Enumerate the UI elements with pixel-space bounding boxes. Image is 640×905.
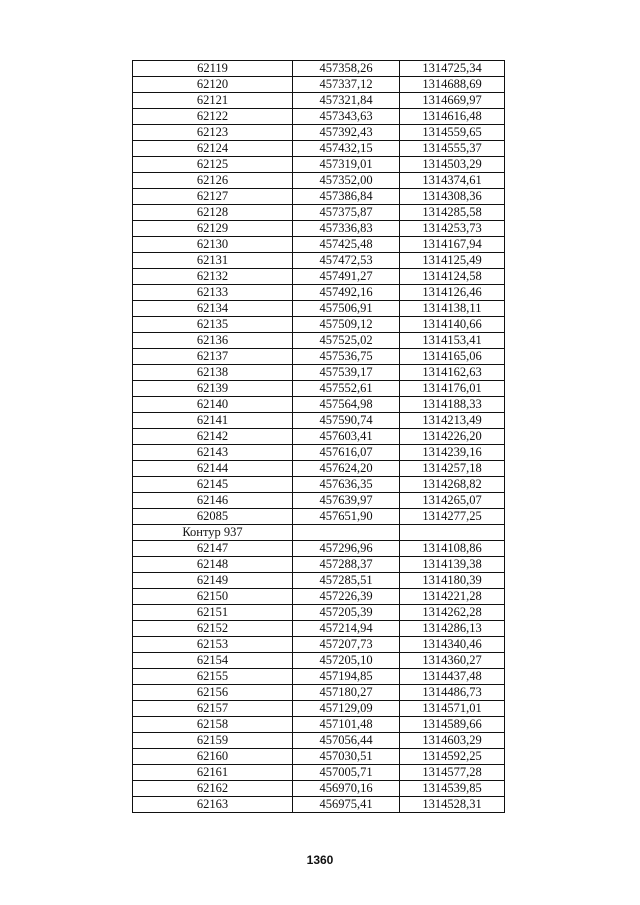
table-row: [133, 493, 505, 509]
table-row: [133, 557, 505, 573]
y-coordinate-cell: 1314221,28: [400, 589, 505, 605]
table-row: [133, 397, 505, 413]
x-coordinate-cell: 456975,41: [293, 797, 400, 813]
table-row: [133, 189, 505, 205]
table-row: [133, 269, 505, 285]
y-coordinate-cell: 1314555,37: [400, 141, 505, 157]
x-coordinate-cell: 457030,51: [293, 749, 400, 765]
table-row: [133, 445, 505, 461]
point-id-cell: 62162: [133, 781, 293, 797]
table-row: [133, 157, 505, 173]
y-coordinate-cell: 1314616,48: [400, 109, 505, 125]
y-coordinate-cell: 1314725,34: [400, 61, 505, 77]
y-coordinate-cell: 1314226,20: [400, 429, 505, 445]
x-coordinate-cell: 457392,43: [293, 125, 400, 141]
point-id-cell: 62146: [133, 493, 293, 509]
x-coordinate-cell: 457590,74: [293, 413, 400, 429]
table-row: [133, 237, 505, 253]
table-row: [133, 125, 505, 141]
x-coordinate-cell: 457539,17: [293, 365, 400, 381]
x-coordinate-cell: 457425,48: [293, 237, 400, 253]
table-row: [133, 621, 505, 637]
y-coordinate-cell: 1314539,85: [400, 781, 505, 797]
table-row: [133, 221, 505, 237]
point-id-cell: 62161: [133, 765, 293, 781]
y-coordinate-cell: 1314262,28: [400, 605, 505, 621]
table-row: [133, 733, 505, 749]
y-coordinate-cell: 1314437,48: [400, 669, 505, 685]
x-coordinate-cell: 457492,16: [293, 285, 400, 301]
table-row: [133, 285, 505, 301]
point-id-cell: 62156: [133, 685, 293, 701]
table-row: [133, 365, 505, 381]
table-row: [133, 253, 505, 269]
x-coordinate-cell: 457285,51: [293, 573, 400, 589]
empty-cell: [293, 525, 400, 541]
y-coordinate-cell: 1314669,97: [400, 93, 505, 109]
y-coordinate-cell: 1314286,13: [400, 621, 505, 637]
y-coordinate-cell: 1314139,38: [400, 557, 505, 573]
y-coordinate-cell: 1314503,29: [400, 157, 505, 173]
point-id-cell: 62122: [133, 109, 293, 125]
point-id-cell: 62130: [133, 237, 293, 253]
y-coordinate-cell: 1314486,73: [400, 685, 505, 701]
table-row: [133, 429, 505, 445]
point-id-cell: 62144: [133, 461, 293, 477]
y-coordinate-cell: 1314592,25: [400, 749, 505, 765]
y-coordinate-cell: 1314162,63: [400, 365, 505, 381]
x-coordinate-cell: 457129,09: [293, 701, 400, 717]
section-header-row: [133, 525, 505, 541]
x-coordinate-cell: 457375,87: [293, 205, 400, 221]
page-number: 1360: [306, 853, 334, 867]
table-row: [133, 61, 505, 77]
table-row: [133, 749, 505, 765]
table-row: [133, 509, 505, 525]
point-id-cell: 62160: [133, 749, 293, 765]
table-row: [133, 589, 505, 605]
x-coordinate-cell: 457319,01: [293, 157, 400, 173]
x-coordinate-cell: 457288,37: [293, 557, 400, 573]
y-coordinate-cell: 1314124,58: [400, 269, 505, 285]
coordinates-table-body: [133, 61, 505, 813]
table-row: [133, 797, 505, 813]
table-row: [133, 349, 505, 365]
x-coordinate-cell: 457636,35: [293, 477, 400, 493]
y-coordinate-cell: 1314285,58: [400, 205, 505, 221]
y-coordinate-cell: 1314138,11: [400, 301, 505, 317]
table-row: [133, 109, 505, 125]
y-coordinate-cell: 1314688,69: [400, 77, 505, 93]
x-coordinate-cell: 457207,73: [293, 637, 400, 653]
y-coordinate-cell: 1314277,25: [400, 509, 505, 525]
y-coordinate-cell: 1314528,31: [400, 797, 505, 813]
point-id-cell: 62163: [133, 797, 293, 813]
point-id-cell: 62159: [133, 733, 293, 749]
point-id-cell: 62125: [133, 157, 293, 173]
y-coordinate-cell: 1314213,49: [400, 413, 505, 429]
coordinates-table: [132, 60, 505, 813]
y-coordinate-cell: 1314165,06: [400, 349, 505, 365]
table-row: [133, 461, 505, 477]
x-coordinate-cell: 457525,02: [293, 333, 400, 349]
y-coordinate-cell: 1314577,28: [400, 765, 505, 781]
table-row: [133, 301, 505, 317]
point-id-cell: 62129: [133, 221, 293, 237]
x-coordinate-cell: 457506,91: [293, 301, 400, 317]
x-coordinate-cell: 457321,84: [293, 93, 400, 109]
x-coordinate-cell: 457226,39: [293, 589, 400, 605]
y-coordinate-cell: 1314180,39: [400, 573, 505, 589]
point-id-cell: 62153: [133, 637, 293, 653]
point-id-cell: 62126: [133, 173, 293, 189]
table-row: [133, 141, 505, 157]
point-id-cell: 62149: [133, 573, 293, 589]
y-coordinate-cell: 1314340,46: [400, 637, 505, 653]
point-id-cell: 62124: [133, 141, 293, 157]
x-coordinate-cell: 456970,16: [293, 781, 400, 797]
point-id-cell: 62128: [133, 205, 293, 221]
table-row: [133, 93, 505, 109]
point-id-cell: 62123: [133, 125, 293, 141]
x-coordinate-cell: 457205,39: [293, 605, 400, 621]
point-id-cell: 62140: [133, 397, 293, 413]
point-id-cell: 62155: [133, 669, 293, 685]
x-coordinate-cell: 457651,90: [293, 509, 400, 525]
table-row: [133, 701, 505, 717]
table-row: [133, 717, 505, 733]
point-id-cell: 62127: [133, 189, 293, 205]
point-id-cell: 62158: [133, 717, 293, 733]
empty-cell: [400, 525, 505, 541]
table-row: [133, 381, 505, 397]
table-row: [133, 685, 505, 701]
section-label: Контур 937: [133, 525, 293, 541]
table-row: [133, 669, 505, 685]
x-coordinate-cell: 457194,85: [293, 669, 400, 685]
y-coordinate-cell: 1314108,86: [400, 541, 505, 557]
x-coordinate-cell: 457386,84: [293, 189, 400, 205]
x-coordinate-cell: 457056,44: [293, 733, 400, 749]
y-coordinate-cell: 1314559,65: [400, 125, 505, 141]
y-coordinate-cell: 1314176,01: [400, 381, 505, 397]
point-id-cell: 62131: [133, 253, 293, 269]
point-id-cell: 62132: [133, 269, 293, 285]
table-row: [133, 173, 505, 189]
y-coordinate-cell: 1314374,61: [400, 173, 505, 189]
point-id-cell: 62136: [133, 333, 293, 349]
point-id-cell: 62150: [133, 589, 293, 605]
point-id-cell: 62141: [133, 413, 293, 429]
x-coordinate-cell: 457603,41: [293, 429, 400, 445]
x-coordinate-cell: 457639,97: [293, 493, 400, 509]
point-id-cell: 62135: [133, 317, 293, 333]
point-id-cell: 62121: [133, 93, 293, 109]
x-coordinate-cell: 457337,12: [293, 77, 400, 93]
y-coordinate-cell: 1314265,07: [400, 493, 505, 509]
point-id-cell: 62085: [133, 509, 293, 525]
x-coordinate-cell: 457536,75: [293, 349, 400, 365]
x-coordinate-cell: 457101,48: [293, 717, 400, 733]
table-row: [133, 637, 505, 653]
y-coordinate-cell: 1314188,33: [400, 397, 505, 413]
point-id-cell: 62137: [133, 349, 293, 365]
x-coordinate-cell: 457472,53: [293, 253, 400, 269]
y-coordinate-cell: 1314253,73: [400, 221, 505, 237]
table-row: [133, 413, 505, 429]
table-row: [133, 205, 505, 221]
point-id-cell: 62152: [133, 621, 293, 637]
point-id-cell: 62147: [133, 541, 293, 557]
point-id-cell: 62142: [133, 429, 293, 445]
y-coordinate-cell: 1314239,16: [400, 445, 505, 461]
point-id-cell: 62119: [133, 61, 293, 77]
point-id-cell: 62138: [133, 365, 293, 381]
y-coordinate-cell: 1314308,36: [400, 189, 505, 205]
table-row: [133, 653, 505, 669]
point-id-cell: 62148: [133, 557, 293, 573]
point-id-cell: 62133: [133, 285, 293, 301]
y-coordinate-cell: 1314603,29: [400, 733, 505, 749]
table-row: [133, 765, 505, 781]
table-row: [133, 77, 505, 93]
x-coordinate-cell: 457352,00: [293, 173, 400, 189]
x-coordinate-cell: 457491,27: [293, 269, 400, 285]
table-row: [133, 781, 505, 797]
x-coordinate-cell: 457296,96: [293, 541, 400, 557]
point-id-cell: 62151: [133, 605, 293, 621]
y-coordinate-cell: 1314153,41: [400, 333, 505, 349]
y-coordinate-cell: 1314125,49: [400, 253, 505, 269]
point-id-cell: 62143: [133, 445, 293, 461]
y-coordinate-cell: 1314589,66: [400, 717, 505, 733]
x-coordinate-cell: 457005,71: [293, 765, 400, 781]
table-row: [133, 541, 505, 557]
point-id-cell: 62157: [133, 701, 293, 717]
y-coordinate-cell: 1314140,66: [400, 317, 505, 333]
point-id-cell: 62134: [133, 301, 293, 317]
y-coordinate-cell: 1314571,01: [400, 701, 505, 717]
x-coordinate-cell: 457624,20: [293, 461, 400, 477]
x-coordinate-cell: 457616,07: [293, 445, 400, 461]
table-row: [133, 333, 505, 349]
x-coordinate-cell: 457214,94: [293, 621, 400, 637]
y-coordinate-cell: 1314268,82: [400, 477, 505, 493]
point-id-cell: 62154: [133, 653, 293, 669]
x-coordinate-cell: 457205,10: [293, 653, 400, 669]
y-coordinate-cell: 1314257,18: [400, 461, 505, 477]
point-id-cell: 62120: [133, 77, 293, 93]
x-coordinate-cell: 457343,63: [293, 109, 400, 125]
x-coordinate-cell: 457336,83: [293, 221, 400, 237]
y-coordinate-cell: 1314167,94: [400, 237, 505, 253]
x-coordinate-cell: 457358,26: [293, 61, 400, 77]
point-id-cell: 62139: [133, 381, 293, 397]
x-coordinate-cell: 457564,98: [293, 397, 400, 413]
point-id-cell: 62145: [133, 477, 293, 493]
y-coordinate-cell: 1314126,46: [400, 285, 505, 301]
y-coordinate-cell: 1314360,27: [400, 653, 505, 669]
x-coordinate-cell: 457432,15: [293, 141, 400, 157]
x-coordinate-cell: 457552,61: [293, 381, 400, 397]
table-row: [133, 605, 505, 621]
x-coordinate-cell: 457509,12: [293, 317, 400, 333]
x-coordinate-cell: 457180,27: [293, 685, 400, 701]
table-row: [133, 573, 505, 589]
table-row: [133, 317, 505, 333]
table-row: [133, 477, 505, 493]
